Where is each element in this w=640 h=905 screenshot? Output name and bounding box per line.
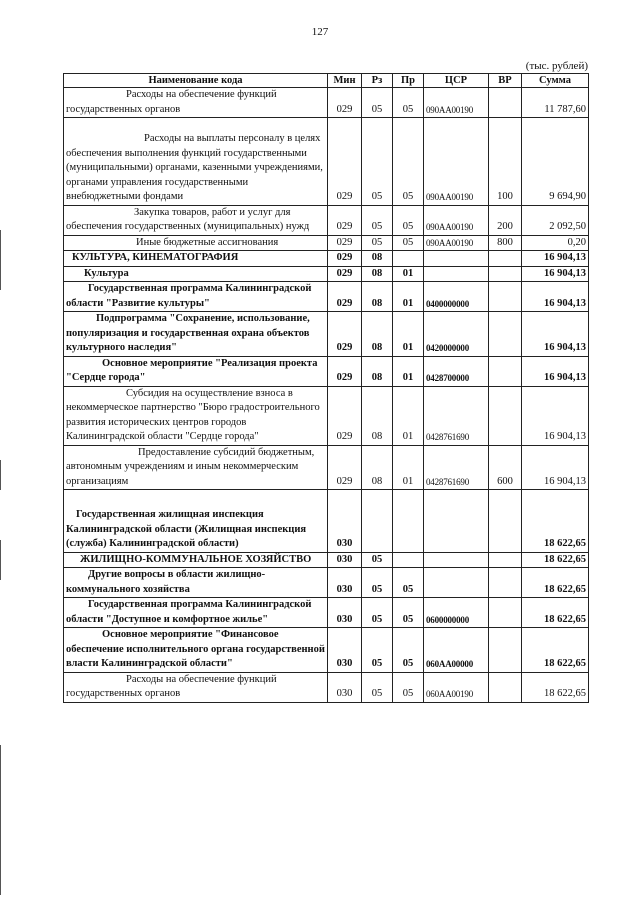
row-sum-cell: 16 904,13 [522,356,589,386]
row-sum-cell: 18 622,65 [522,598,589,628]
row-sum-cell: 2 092,50 [522,205,589,235]
row-pr-cell: 05 [393,118,424,206]
row-csr-cell: 0428761690 [424,445,489,490]
row-rz-cell: 08 [362,251,393,267]
table-row [64,490,589,553]
row-csr-cell [424,266,489,282]
row-vr-cell: 800 [489,235,522,251]
row-min-cell: 030 [328,552,362,568]
row-vr-cell [489,386,522,445]
row-sum-cell: 18 622,65 [522,568,589,598]
table-row [64,672,589,702]
row-rz-cell: 05 [362,598,393,628]
table-row [64,312,589,357]
row-sum-cell: 18 622,65 [522,628,589,673]
row-name-cell: Подпрограмма "Сохранение, использование, популяризация и государственная охрана объектов культурного наследия" [64,312,328,357]
table-row [64,598,589,628]
row-rz-cell: 08 [362,445,393,490]
row-pr-cell: 05 [393,628,424,673]
row-pr-cell [393,490,424,553]
row-pr-cell: 05 [393,235,424,251]
table-row [64,552,589,568]
row-sum-cell: 16 904,13 [522,251,589,267]
row-sum-cell: 0,20 [522,235,589,251]
row-vr-cell [489,552,522,568]
row-csr-cell: 090АА00190 [424,88,489,118]
table-row [64,88,589,118]
row-csr-cell: 0400000000 [424,282,489,312]
row-sum-cell: 11 787,60 [522,88,589,118]
table-row [64,282,589,312]
row-csr-cell: 090АА00190 [424,118,489,206]
row-pr-cell [393,552,424,568]
row-min-cell: 029 [328,205,362,235]
row-pr-cell: 05 [393,598,424,628]
budget-table [63,73,589,703]
row-vr-cell [489,568,522,598]
scan-edge-mark [0,0,2,905]
row-name-cell: ЖИЛИЩНО-КОММУНАЛЬНОЕ ХОЗЯЙСТВО [64,552,328,568]
row-sum-cell: 16 904,13 [522,266,589,282]
row-sum-cell: 18 622,65 [522,552,589,568]
row-vr-cell [489,312,522,357]
row-rz-cell: 05 [362,672,393,702]
row-min-cell: 029 [328,386,362,445]
row-sum-cell: 16 904,13 [522,386,589,445]
row-pr-cell: 05 [393,672,424,702]
row-name-cell: Субсидия на осуществление взноса в некоммерческое партнерство "Бюро градостроительного развития исторических центров городов Калининградской области "Сердце города" [64,386,328,445]
row-min-cell: 029 [328,312,362,357]
row-vr-cell: 600 [489,445,522,490]
row-rz-cell: 05 [362,628,393,673]
table-header-row [64,74,589,88]
row-rz-cell: 08 [362,386,393,445]
row-pr-cell: 05 [393,205,424,235]
table-row [64,118,589,206]
row-min-cell: 029 [328,356,362,386]
units-label: (тыс. рублей) [525,60,588,72]
row-rz-cell [362,490,393,553]
row-csr-cell [424,490,489,553]
row-pr-cell: 01 [393,356,424,386]
row-rz-cell: 08 [362,312,393,357]
row-vr-cell: 200 [489,205,522,235]
row-rz-cell: 08 [362,266,393,282]
col-header-csr: ЦСР [424,74,489,88]
col-header-min: Мин [328,74,362,88]
row-csr-cell: 090АА00190 [424,235,489,251]
col-header-pr: Пр [393,74,424,88]
row-min-cell: 030 [328,672,362,702]
row-sum-cell: 18 622,65 [522,672,589,702]
row-pr-cell: 01 [393,386,424,445]
col-header-rz: Рз [362,74,393,88]
row-rz-cell: 05 [362,235,393,251]
row-rz-cell: 05 [362,552,393,568]
row-pr-cell: 01 [393,282,424,312]
row-name-cell: Предоставление субсидий бюджетным, автономным учреждениям и иным некоммерческим организациям [64,445,328,490]
row-pr-cell: 01 [393,312,424,357]
row-min-cell: 029 [328,88,362,118]
row-csr-cell [424,251,489,267]
row-name-cell: Расходы на выплаты персоналу в целях обеспечения выполнения функций государственными (муниципальными) органами, казенными учреждениями, органами управления государственными внебюджетными фондами [64,118,328,206]
row-min-cell: 030 [328,598,362,628]
row-sum-cell: 18 622,65 [522,490,589,553]
row-min-cell: 029 [328,251,362,267]
row-name-cell: Закупка товаров, работ и услуг для обеспечения государственных (муниципальных) нужд [64,205,328,235]
row-rz-cell: 05 [362,118,393,206]
row-min-cell: 029 [328,445,362,490]
col-header-vr: ВР [489,74,522,88]
table-body [64,88,589,703]
row-name-cell: Государственная программа Калининградской области "Развитие культуры" [64,282,328,312]
row-name-cell: Культура [64,266,328,282]
row-csr-cell [424,552,489,568]
row-sum-cell: 16 904,13 [522,445,589,490]
row-name-cell: Государственная программа Калининградской области "Доступное и комфортное жилье" [64,598,328,628]
row-name-cell: Расходы на обеспечение функций государственных органов [64,672,328,702]
row-csr-cell: 060АА00000 [424,628,489,673]
row-vr-cell [489,490,522,553]
row-vr-cell [489,266,522,282]
table-row [64,356,589,386]
row-vr-cell [489,628,522,673]
row-csr-cell: 0428700000 [424,356,489,386]
row-vr-cell [489,356,522,386]
row-vr-cell [489,251,522,267]
row-vr-cell: 100 [489,118,522,206]
row-csr-cell: 060АА00190 [424,672,489,702]
row-rz-cell: 05 [362,205,393,235]
row-pr-cell: 05 [393,88,424,118]
table-row [64,628,589,673]
row-csr-cell: 0600000000 [424,598,489,628]
row-sum-cell: 16 904,13 [522,282,589,312]
table-row [64,205,589,235]
row-csr-cell [424,568,489,598]
table-row [64,386,589,445]
row-csr-cell: 0428761690 [424,386,489,445]
row-vr-cell [489,672,522,702]
row-rz-cell: 08 [362,356,393,386]
row-min-cell: 030 [328,568,362,598]
row-pr-cell [393,251,424,267]
table-row [64,251,589,267]
row-min-cell: 029 [328,118,362,206]
row-pr-cell: 05 [393,568,424,598]
row-csr-cell: 090АА00190 [424,205,489,235]
row-csr-cell: 0420000000 [424,312,489,357]
row-name-cell: Иные бюджетные ассигнования [64,235,328,251]
row-name-cell: Государственная жилищная инспекция Калининградской области (Жилищная инспекция (служба) Калининградской области) [64,490,328,553]
row-min-cell: 030 [328,490,362,553]
row-min-cell: 029 [328,266,362,282]
row-name-cell: Основное мероприятие "Финансовое обеспечение исполнительного органа государственной власти Калининградской области" [64,628,328,673]
row-rz-cell: 08 [362,282,393,312]
row-name-cell: Основное мероприятие "Реализация проекта "Сердце города" [64,356,328,386]
row-vr-cell [489,282,522,312]
row-rz-cell: 05 [362,88,393,118]
row-pr-cell: 01 [393,445,424,490]
row-name-cell: КУЛЬТУРА, КИНЕМАТОГРАФИЯ [64,251,328,267]
row-sum-cell: 16 904,13 [522,312,589,357]
row-name-cell: Другие вопросы в области жилищно-коммунального хозяйства [64,568,328,598]
row-min-cell: 030 [328,628,362,673]
row-min-cell: 029 [328,235,362,251]
table-row [64,235,589,251]
table-row [64,568,589,598]
row-sum-cell: 9 694,90 [522,118,589,206]
row-pr-cell: 01 [393,266,424,282]
row-rz-cell: 05 [362,568,393,598]
col-header-sum: Сумма [522,74,589,88]
row-min-cell: 029 [328,282,362,312]
table-row [64,266,589,282]
row-vr-cell [489,598,522,628]
col-header-name: Наименование кода [64,74,328,88]
page-number: 127 [311,26,329,38]
table-row [64,445,589,490]
row-name-cell: Расходы на обеспечение функций государственных органов [64,88,328,118]
row-vr-cell [489,88,522,118]
